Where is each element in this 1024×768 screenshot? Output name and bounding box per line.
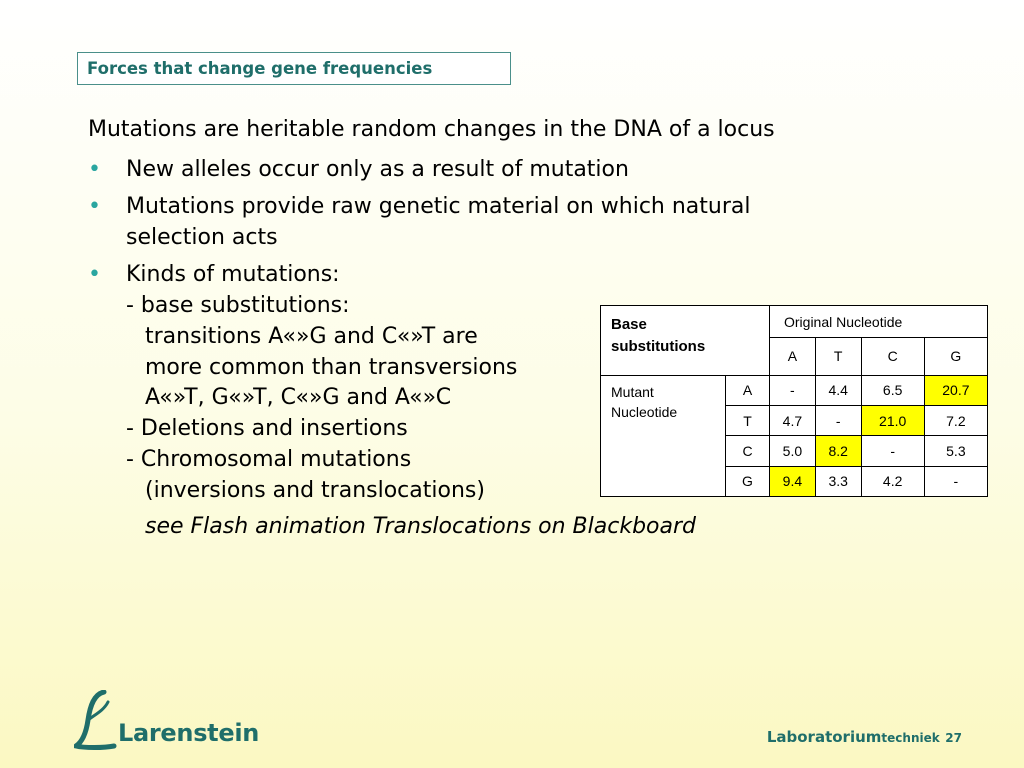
corner-line: substitutions [611, 338, 706, 355]
table-cell: 4.2 [861, 466, 924, 496]
row-label: T [726, 405, 770, 435]
column-header: A [770, 338, 816, 376]
flash-note: see Flash animation Translocations on Blackboard [145, 514, 696, 539]
bullet-dot-icon: • [88, 262, 101, 287]
intro-text: Mutations are heritable random changes in the DNA of a locus [88, 117, 775, 142]
logo-text: Larenstein [118, 719, 260, 747]
sub-line: - base substitutions: [126, 293, 350, 318]
table-corner-header [601, 306, 770, 376]
bullet-dot-icon: • [88, 157, 101, 182]
table-cell: 6.5 [861, 375, 924, 405]
table-cell-highlight: 20.7 [924, 375, 987, 405]
bullet-text: Mutations provide raw genetic material on which natural [126, 194, 751, 219]
bullet-text: Kinds of mutations: [126, 262, 340, 287]
mutant-nucleotide-header [601, 375, 726, 496]
table-cell: - [815, 405, 861, 435]
slide-title: Forces that change gene frequencies [77, 52, 511, 85]
sub-line: more common than transversions [145, 355, 518, 380]
table-row [601, 375, 988, 405]
sub-line: - Deletions and insertions [126, 416, 408, 441]
sub-line: transitions A«»G and C«»T are [145, 324, 478, 349]
table-cell: 4.4 [815, 375, 861, 405]
row-label: C [726, 436, 770, 466]
table-cell: 5.3 [924, 436, 987, 466]
mutant-line: Nucleotide [611, 403, 678, 420]
table-cell-highlight: 21.0 [861, 405, 924, 435]
page-number: 27 [945, 731, 962, 745]
table-cell: 4.7 [770, 405, 816, 435]
sub-line: A«»T, G«»T, C«»G and A«»C [145, 385, 452, 410]
footer [767, 727, 962, 746]
sub-line: (inversions and translocations) [145, 478, 485, 503]
bullet-text: selection acts [126, 225, 278, 250]
table-cell-highlight: 8.2 [815, 436, 861, 466]
bullet-dot-icon: • [88, 194, 101, 219]
table-cell-highlight: 9.4 [770, 466, 816, 496]
bullet-text: New alleles occur only as a result of mutation [126, 157, 629, 182]
footer-small: techniek [881, 731, 940, 745]
table-cell: 7.2 [924, 405, 987, 435]
table-cell: 5.0 [770, 436, 816, 466]
table-cell: 3.3 [815, 466, 861, 496]
row-label: A [726, 375, 770, 405]
table-cell: - [924, 466, 987, 496]
sub-line: - Chromosomal mutations [126, 447, 412, 472]
column-header: T [815, 338, 861, 376]
substitution-table [600, 305, 988, 497]
original-nucleotide-header: Original Nucleotide [770, 306, 988, 338]
table-cell: - [770, 375, 816, 405]
table-cell: - [861, 436, 924, 466]
column-header: C [861, 338, 924, 376]
corner-line: Base [611, 316, 647, 333]
column-header: G [924, 338, 987, 376]
mutant-line: Mutant [611, 383, 654, 400]
footer-main: Laboratorium [766, 728, 882, 746]
row-label: G [726, 466, 770, 496]
